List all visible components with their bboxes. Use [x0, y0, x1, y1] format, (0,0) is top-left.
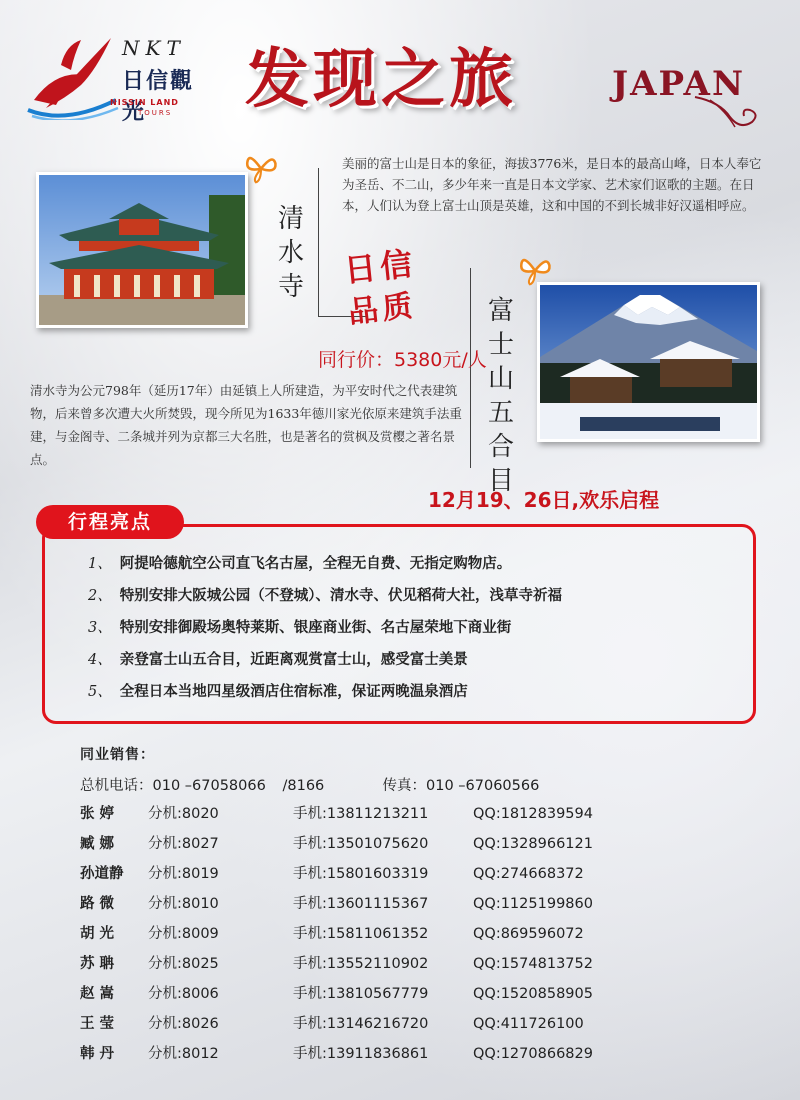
- highlight-number: 2、: [88, 588, 112, 604]
- contact-qq: QQ:274668372: [473, 866, 584, 882]
- contact-mobile: 手机:13911836861: [293, 1046, 429, 1062]
- contact-row: [80, 829, 633, 859]
- highlight-text: 特别安排御殿场奥特莱斯、银座商业街、名古屋荣地下商业街: [119, 619, 512, 636]
- fax-number: 010 –67060566: [426, 778, 540, 794]
- contact-name: 韩 丹: [80, 1046, 115, 1062]
- contact-ext: 分机:8025: [148, 956, 219, 972]
- logo-tours-text: TOURS: [138, 109, 173, 117]
- contact-row: [80, 949, 633, 979]
- contact-ext: 分机:8009: [148, 926, 219, 942]
- contact-row: [80, 979, 633, 1009]
- fuji-label-char: 五: [487, 398, 514, 428]
- connector-line: [318, 168, 319, 316]
- japan-wordmark: JAPAN: [612, 64, 746, 104]
- fuji-vertical-label: [484, 294, 518, 498]
- contact-ext: 分机:8019: [148, 866, 219, 882]
- fuji-label-char: 富: [487, 296, 514, 326]
- contact-qq: QQ:1520858905: [473, 986, 593, 1002]
- logo-nkt-text: NKT: [122, 36, 186, 60]
- mount-fuji-photo: [537, 282, 760, 442]
- hq-contact-line: [80, 774, 539, 795]
- contact-mobile: 手机:15801603319: [293, 866, 429, 882]
- contact-name: 臧 娜: [80, 836, 115, 852]
- highlight-text: 全程日本当地四星级酒店住宿标准，保证两晚温泉酒店: [119, 683, 468, 700]
- temple-label-char: 寺: [277, 272, 304, 302]
- contact-name: 王 莹: [80, 1016, 115, 1032]
- fax-label: 传真：: [382, 778, 426, 794]
- contact-ext: 分机:8012: [148, 1046, 219, 1062]
- highlight-item: [88, 676, 748, 708]
- contact-mobile: 手机:13501075620: [293, 836, 429, 852]
- contact-qq: QQ:1270866829: [473, 1046, 593, 1062]
- contact-name: 张 婷: [80, 806, 115, 822]
- hq-phone-label: 总机电话：: [80, 778, 153, 794]
- temple-label-char: 清: [277, 204, 304, 234]
- contact-qq: QQ:1812839594: [473, 806, 593, 822]
- temple-vertical-label: [274, 202, 308, 304]
- contact-row: [80, 919, 633, 949]
- contact-row: [80, 1039, 633, 1069]
- kiyomizu-temple-photo: [36, 172, 248, 328]
- temple-intro-text: 清水寺为公元798年（延历17年）由延镇上人所建造，为平安时代之代表建筑物，后来曾多次遭大火所焚毁，现今所见为1633年德川家光依原来建筑手法重建，与金阁寺、二条城并列为京都三大名胜，也是著名的赏枫及赏樱之著名景点。: [30, 383, 462, 467]
- butterfly-icon: [244, 150, 278, 184]
- contact-name: 赵 嵩: [80, 986, 115, 1002]
- departure-dates: 12月19、26日,欢乐启程: [428, 488, 660, 512]
- contact-row: [80, 859, 633, 889]
- fuji-intro-text: 美丽的富士山是日本的象征，海拔3776米，是日本的最高山峰，日本人奉它为圣岳、不二山，多少年来一直是日本文学家、艺术家们讴歌的主题。在日本，人们认为登上富士山顶是英雄，这和中国的不到长城非好汉遥相呼应。: [342, 156, 762, 213]
- contact-name: 苏 聃: [80, 956, 115, 972]
- highlight-item: [88, 580, 748, 612]
- fuji-label-char: 士: [487, 330, 514, 360]
- contact-mobile: 手机:13146216720: [293, 1016, 429, 1032]
- butterfly-icon: [518, 252, 552, 286]
- highlight-item: [88, 612, 748, 644]
- contact-ext: 分机:8010: [148, 896, 219, 912]
- highlight-text: 亲登富士山五合目，近距离观赏富士山，感受富士美景: [119, 651, 468, 668]
- highlight-text: 阿提哈德航空公司直飞名古屋，全程无自费、无指定购物店。: [119, 555, 512, 572]
- highlights-title: 行程亮点: [36, 505, 184, 539]
- contact-ext: 分机:8027: [148, 836, 219, 852]
- logo-chinese-name: 日信觀光: [122, 69, 195, 125]
- highlight-item: [88, 644, 748, 676]
- logo-english-name: NISSIN LAND: [110, 98, 179, 107]
- contact-qq: QQ:411726100: [473, 1016, 584, 1032]
- highlights-list: [88, 548, 748, 708]
- fuji-label-char: 山: [487, 364, 514, 394]
- page-title: 发现之旅: [245, 42, 517, 117]
- contact-qq: QQ:1574813752: [473, 956, 593, 972]
- fuji-label-char: 目: [487, 466, 514, 496]
- contact-qq: QQ:1125199860: [473, 896, 593, 912]
- contact-mobile: 手机:13601115367: [293, 896, 429, 912]
- price-label: 同行价：5380元/人: [318, 349, 487, 371]
- temple-label-char: 水: [277, 238, 304, 268]
- contact-name: 胡 光: [80, 926, 115, 942]
- contact-row: [80, 1009, 633, 1039]
- quality-line-2: 品质: [346, 288, 419, 331]
- contact-mobile: 手机:13810567779: [293, 986, 429, 1002]
- hq-ext: /8166: [282, 778, 325, 794]
- highlight-text: 特别安排大阪城公园（不登城）、清水寺、伏见稻荷大社，浅草寺祈福: [119, 587, 562, 604]
- company-logo: [26, 30, 216, 130]
- contact-mobile: 手机:13552110902: [293, 956, 429, 972]
- quality-line-1: 日信: [342, 244, 419, 290]
- contact-row: [80, 799, 633, 829]
- fuji-label-char: 合: [487, 432, 514, 462]
- highlight-number: 1、: [88, 556, 112, 572]
- contact-name: 路 微: [80, 896, 115, 912]
- contact-mobile: 手机:15811061352: [293, 926, 429, 942]
- contact-ext: 分机:8026: [148, 1016, 219, 1032]
- contact-row: [80, 889, 633, 919]
- highlight-number: 4、: [88, 652, 112, 668]
- hq-phone: 010 –67058066: [152, 778, 266, 794]
- contact-qq: QQ:1328966121: [473, 836, 593, 852]
- contact-mobile: 手机:13811213211: [293, 806, 429, 822]
- contact-qq: QQ:869596072: [473, 926, 584, 942]
- contact-name: 孙道静: [80, 866, 124, 882]
- highlight-item: [88, 548, 748, 580]
- swirl-ornament-icon: [690, 92, 760, 132]
- sales-title: 同业销售：: [80, 747, 155, 763]
- highlight-number: 5、: [88, 684, 112, 700]
- highlight-number: 3、: [88, 620, 112, 636]
- contact-ext: 分机:8020: [148, 806, 219, 822]
- contact-ext: 分机:8006: [148, 986, 219, 1002]
